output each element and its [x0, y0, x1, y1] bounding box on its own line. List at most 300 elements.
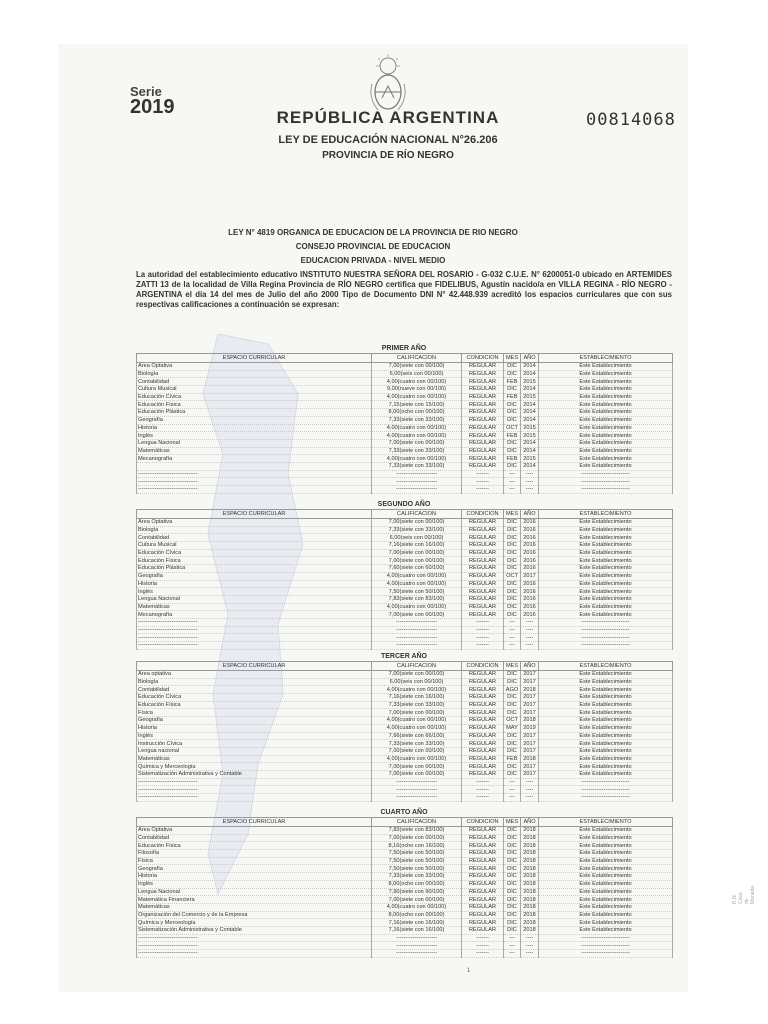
col-grade-header: CALIFICACION	[372, 510, 462, 519]
school-cell: Este Establecimiento	[539, 842, 673, 850]
month-cell: DIC	[504, 888, 521, 896]
grades-table	[136, 661, 673, 802]
month-cell: ---	[504, 778, 521, 786]
year-cell: ----	[521, 934, 539, 942]
month-cell: DIC	[504, 880, 521, 888]
grade-cell: 6,00(seis con 00/100)	[372, 678, 462, 686]
school-cell: --------------------------	[539, 794, 673, 802]
year-cell: 2014	[521, 363, 539, 371]
table-row	[137, 903, 673, 911]
year-cell: ----	[521, 942, 539, 950]
month-cell: DIC	[504, 701, 521, 709]
col-school-header: ESTABLECIMIENTO	[539, 662, 673, 671]
year-cell: 2014	[521, 439, 539, 447]
grades-table	[136, 509, 673, 650]
grade-cell: 4,00(cuatro con 00/100)	[372, 424, 462, 432]
month-cell: DIC	[504, 439, 521, 447]
year-cell: 2018	[521, 686, 539, 694]
month-cell: DIC	[504, 850, 521, 858]
school-cell: Este Establecimiento	[539, 903, 673, 911]
grade-cell: ----------------------	[372, 786, 462, 794]
subject-cell: Inglés	[137, 432, 372, 440]
condition-cell: REGULAR	[462, 888, 504, 896]
condition-cell: REGULAR	[462, 880, 504, 888]
condition-cell: REGULAR	[462, 424, 504, 432]
grade-cell: ----------------------	[372, 478, 462, 486]
serial-number: 00814068	[586, 110, 676, 130]
year-cell: 2018	[521, 834, 539, 842]
province-title: PROVINCIA DE RÍO NEGRO	[322, 150, 454, 161]
school-cell: Este Establecimiento	[539, 447, 673, 455]
school-cell: --------------------------	[539, 942, 673, 950]
condition-cell: REGULAR	[462, 542, 504, 550]
condition-cell: REGULAR	[462, 370, 504, 378]
table-row	[137, 942, 673, 950]
education-level-line: EDUCACION PRIVADA - NIVEL MEDIO	[300, 256, 446, 265]
table-row	[137, 447, 673, 455]
table-row	[137, 565, 673, 573]
year-cell: 2016	[521, 542, 539, 550]
year-cell: 2017	[521, 740, 539, 748]
condition-cell: REGULAR	[462, 873, 504, 881]
grade-cell: 7,00(siete con 00/100)	[372, 770, 462, 778]
subject-cell: Matemáticas	[137, 755, 372, 763]
school-cell: Este Establecimiento	[539, 671, 673, 679]
table-row	[137, 919, 673, 927]
school-cell: Este Establecimiento	[539, 549, 673, 557]
subject-cell: Historia	[137, 424, 372, 432]
grade-cell: 7,00(siete con 00/100)	[372, 763, 462, 771]
year-cell: 2018	[521, 903, 539, 911]
serie-label: Serie	[130, 84, 162, 99]
month-cell: DIC	[504, 834, 521, 842]
table-row	[137, 857, 673, 865]
table-row	[137, 603, 673, 611]
col-subject-header: ESPACIO CURRICULAR	[137, 818, 372, 827]
grade-cell: 4,00(cuatro con 00/100)	[372, 432, 462, 440]
subject-cell: Área Optativa	[137, 363, 372, 371]
subject-cell: Área Optativa	[137, 519, 372, 527]
grade-cell: 7,00(siete con 00/100)	[372, 834, 462, 842]
table-row	[137, 763, 673, 771]
page-mark: 1	[467, 968, 471, 974]
month-cell: FEB	[504, 393, 521, 401]
year-cell: 2018	[521, 717, 539, 725]
month-cell: FEB	[504, 455, 521, 463]
month-cell: DIC	[504, 709, 521, 717]
month-cell: ---	[504, 794, 521, 802]
month-cell: AGO	[504, 686, 521, 694]
serie-year: 2019	[130, 96, 175, 118]
section-cuarto-ano	[136, 808, 672, 958]
month-cell: DIC	[504, 580, 521, 588]
year-cell: 2016	[521, 611, 539, 619]
subject-cell: Matemáticas	[137, 603, 372, 611]
school-cell: --------------------------	[539, 786, 673, 794]
school-cell: --------------------------	[539, 478, 673, 486]
table-row	[137, 557, 673, 565]
grade-cell: 7,00(siete con 00/100)	[372, 557, 462, 565]
year-cell: 2015	[521, 393, 539, 401]
year-cell: 2017	[521, 709, 539, 717]
grade-cell: 7,33(siete con 33/100)	[372, 462, 462, 470]
year-cell: ----	[521, 470, 539, 478]
table-row	[137, 873, 673, 881]
subject-cell: Inglés	[137, 732, 372, 740]
month-cell: DIC	[504, 557, 521, 565]
month-cell: DIC	[504, 462, 521, 470]
school-cell: Este Establecimiento	[539, 572, 673, 580]
school-cell: Este Establecimiento	[539, 401, 673, 409]
school-cell: --------------------------	[539, 626, 673, 634]
grade-cell: 4,00(cuatro con 00/100)	[372, 580, 462, 588]
grade-cell: 4,00(cuatro con 00/100)	[372, 717, 462, 725]
condition-cell: REGULAR	[462, 857, 504, 865]
col-school-header: ESTABLECIMIENTO	[539, 818, 673, 827]
grade-cell: 7,00(siete con 00/100)	[372, 549, 462, 557]
table-row	[137, 478, 673, 486]
year-cell: 2018	[521, 880, 539, 888]
condition-cell: -------	[462, 626, 504, 634]
table-row	[137, 865, 673, 873]
condition-cell: REGULAR	[462, 701, 504, 709]
school-cell: --------------------------	[539, 642, 673, 650]
subject-cell: --------------------------------	[137, 942, 372, 950]
month-cell: ---	[504, 470, 521, 478]
condition-cell: REGULAR	[462, 462, 504, 470]
table-row	[137, 470, 673, 478]
school-cell: Este Establecimiento	[539, 519, 673, 527]
month-cell: DIC	[504, 370, 521, 378]
school-cell: --------------------------	[539, 634, 673, 642]
grade-cell: ----------------------	[372, 642, 462, 650]
condition-cell: REGULAR	[462, 740, 504, 748]
school-cell: Este Establecimiento	[539, 565, 673, 573]
table-row	[137, 611, 673, 619]
grade-cell: ----------------------	[372, 470, 462, 478]
school-cell: Este Establecimiento	[539, 880, 673, 888]
school-cell: Este Establecimiento	[539, 678, 673, 686]
table-row	[137, 880, 673, 888]
condition-cell: REGULAR	[462, 747, 504, 755]
grade-cell: ----------------------	[372, 626, 462, 634]
year-cell: ----	[521, 794, 539, 802]
col-year-header: AÑO	[521, 354, 539, 363]
condition-cell: -------	[462, 478, 504, 486]
school-cell: Este Establecimiento	[539, 432, 673, 440]
grade-cell: 7,16(siete con 16/100)	[372, 542, 462, 550]
table-row	[137, 401, 673, 409]
col-year-header: AÑO	[521, 510, 539, 519]
subject-cell: --------------------------------	[137, 950, 372, 958]
condition-cell: REGULAR	[462, 686, 504, 694]
year-cell: ----	[521, 778, 539, 786]
table-row	[137, 378, 673, 386]
condition-cell: REGULAR	[462, 595, 504, 603]
grade-cell: 9,00(nueve con 00/100)	[372, 386, 462, 394]
year-cell: 2016	[521, 565, 539, 573]
grades-table	[136, 817, 673, 958]
year-cell: 2017	[521, 747, 539, 755]
school-cell: Este Establecimiento	[539, 363, 673, 371]
year-cell: 2016	[521, 557, 539, 565]
grade-cell: ----------------------	[372, 950, 462, 958]
grade-cell: 7,15(siete con 15/100)	[372, 401, 462, 409]
school-cell: Este Establecimiento	[539, 732, 673, 740]
subject-cell: --------------------------------	[137, 642, 372, 650]
printer-note: R.N. Casa de Moneda	[732, 885, 756, 904]
table-row	[137, 926, 673, 934]
year-cell: 2017	[521, 770, 539, 778]
subject-cell: Lengua nacional	[137, 747, 372, 755]
month-cell: DIC	[504, 401, 521, 409]
year-cell: ----	[521, 950, 539, 958]
section-title: PRIMER AÑO	[381, 345, 427, 352]
year-cell: 2018	[521, 842, 539, 850]
month-cell: ---	[504, 478, 521, 486]
grade-cell: 7,33(siete con 33/100)	[372, 416, 462, 424]
school-cell: Este Establecimiento	[539, 857, 673, 865]
col-month-header: MES	[504, 354, 521, 363]
condition-cell: REGULAR	[462, 911, 504, 919]
table-row	[137, 588, 673, 596]
col-school-header: ESTABLECIMIENTO	[539, 354, 673, 363]
table-row	[137, 740, 673, 748]
condition-cell: REGULAR	[462, 557, 504, 565]
grade-cell: 7,33(siete con 33/100)	[372, 740, 462, 748]
col-condition-header: CONDICION	[462, 662, 504, 671]
section-tercer-ano	[136, 652, 672, 802]
subject-cell: --------------------------------	[137, 486, 372, 494]
year-cell: ----	[521, 634, 539, 642]
table-row	[137, 542, 673, 550]
condition-cell: -------	[462, 794, 504, 802]
grade-cell: ----------------------	[372, 618, 462, 626]
school-cell: Este Establecimiento	[539, 755, 673, 763]
col-year-header: AÑO	[521, 662, 539, 671]
grade-cell: 7,66(siete con 66/100)	[372, 732, 462, 740]
year-cell: ----	[521, 642, 539, 650]
subject-cell: Filosofía	[137, 850, 372, 858]
year-cell: ----	[521, 626, 539, 634]
subject-cell: Lengua Nacional	[137, 888, 372, 896]
condition-cell: REGULAR	[462, 363, 504, 371]
year-cell: 2014	[521, 462, 539, 470]
condition-cell: REGULAR	[462, 827, 504, 835]
condition-cell: REGULAR	[462, 763, 504, 771]
condition-cell: -------	[462, 486, 504, 494]
subject-cell: Historia	[137, 580, 372, 588]
table-row	[137, 618, 673, 626]
grades-table	[136, 353, 673, 494]
table-row	[137, 580, 673, 588]
col-grade-header: CALIFICACION	[372, 662, 462, 671]
year-cell: ----	[521, 618, 539, 626]
provincial-law-line: LEY N° 4819 ORGANICA DE EDUCACION DE LA PROVINCIA DE RIO NEGRO	[228, 228, 518, 237]
school-cell: --------------------------	[539, 950, 673, 958]
grade-cell: 7,00(siete con 00/100)	[372, 519, 462, 527]
table-row	[137, 770, 673, 778]
condition-cell: REGULAR	[462, 694, 504, 702]
year-cell: 2015	[521, 432, 539, 440]
school-cell: Este Establecimiento	[539, 827, 673, 835]
subject-cell: --------------------------------	[137, 778, 372, 786]
condition-cell: REGULAR	[462, 603, 504, 611]
table-row	[137, 424, 673, 432]
grade-cell: 7,33(siete con 33/100)	[372, 526, 462, 534]
school-cell: Este Establecimiento	[539, 873, 673, 881]
col-subject-header: ESPACIO CURRICULAR	[137, 662, 372, 671]
school-cell: Este Establecimiento	[539, 378, 673, 386]
grade-cell: 4,00(cuatro con 00/100)	[372, 393, 462, 401]
year-cell: 2014	[521, 416, 539, 424]
subject-cell: --------------------------------	[137, 626, 372, 634]
col-subject-header: ESPACIO CURRICULAR	[137, 510, 372, 519]
grade-cell: 6,00(seis con 00/100)	[372, 370, 462, 378]
month-cell: DIC	[504, 526, 521, 534]
school-cell: Este Establecimiento	[539, 542, 673, 550]
school-cell: Este Establecimiento	[539, 740, 673, 748]
year-cell: 2016	[521, 603, 539, 611]
school-cell: Este Establecimiento	[539, 424, 673, 432]
table-row	[137, 626, 673, 634]
month-cell: DIC	[504, 595, 521, 603]
table-row	[137, 747, 673, 755]
table-row	[137, 416, 673, 424]
grade-cell: 7,00(siete con 00/100)	[372, 671, 462, 679]
condition-cell: REGULAR	[462, 678, 504, 686]
subject-cell: --------------------------------	[137, 618, 372, 626]
month-cell: ---	[504, 626, 521, 634]
school-cell: Este Establecimiento	[539, 926, 673, 934]
condition-cell: REGULAR	[462, 534, 504, 542]
month-cell: DIC	[504, 896, 521, 904]
table-row	[137, 686, 673, 694]
subject-cell: Geografía	[137, 572, 372, 580]
condition-cell: -------	[462, 618, 504, 626]
condition-cell: REGULAR	[462, 519, 504, 527]
school-cell: Este Establecimiento	[539, 919, 673, 927]
condition-cell: REGULAR	[462, 896, 504, 904]
school-cell: Este Establecimiento	[539, 763, 673, 771]
school-cell: --------------------------	[539, 486, 673, 494]
school-cell: Este Establecimiento	[539, 850, 673, 858]
section-title: SEGUNDO AÑO	[377, 501, 431, 508]
condition-cell: REGULAR	[462, 439, 504, 447]
grade-cell: 4,00(cuatro con 00/100)	[372, 455, 462, 463]
table-row	[137, 432, 673, 440]
grade-cell: 8,16(ocho con 16/100)	[372, 842, 462, 850]
grade-cell: 4,00(cuatro con 00/100)	[372, 724, 462, 732]
table-row	[137, 950, 673, 958]
grade-cell: 7,33(siete con 33/100)	[372, 447, 462, 455]
condition-cell: -------	[462, 950, 504, 958]
grade-cell: 7,50(siete con 50/100)	[372, 850, 462, 858]
condition-cell: REGULAR	[462, 770, 504, 778]
subject-cell: Matemáticas	[137, 903, 372, 911]
year-cell: 2014	[521, 401, 539, 409]
table-row	[137, 462, 673, 470]
year-cell: 2018	[521, 865, 539, 873]
subject-cell: Biología	[137, 370, 372, 378]
subject-cell: Lengua Nacional	[137, 595, 372, 603]
month-cell: DIC	[504, 903, 521, 911]
grade-cell: 7,33(siete con 33/100)	[372, 873, 462, 881]
condition-cell: REGULAR	[462, 572, 504, 580]
school-cell: Este Establecimiento	[539, 393, 673, 401]
condition-cell: REGULAR	[462, 611, 504, 619]
condition-cell: REGULAR	[462, 671, 504, 679]
month-cell: DIC	[504, 763, 521, 771]
grade-cell: 4,00(cuatro con 00/100)	[372, 572, 462, 580]
subject-cell: Educación Física	[137, 401, 372, 409]
grade-cell: 4,00(cuatro con 00/100)	[372, 686, 462, 694]
school-cell: Este Establecimiento	[539, 409, 673, 417]
year-cell: 2015	[521, 455, 539, 463]
condition-cell: REGULAR	[462, 386, 504, 394]
condition-cell: REGULAR	[462, 393, 504, 401]
year-cell: 2018	[521, 926, 539, 934]
table-row	[137, 694, 673, 702]
grade-cell: 4,00(cuatro con 00/100)	[372, 755, 462, 763]
subject-cell: --------------------------------	[137, 478, 372, 486]
subject-cell: Biología	[137, 526, 372, 534]
year-cell: 2016	[521, 595, 539, 603]
table-row	[137, 934, 673, 942]
month-cell: DIC	[504, 827, 521, 835]
condition-cell: REGULAR	[462, 903, 504, 911]
month-cell: OCT	[504, 424, 521, 432]
table-row	[137, 701, 673, 709]
subject-cell: Historia	[137, 724, 372, 732]
col-month-header: MES	[504, 662, 521, 671]
grade-cell: 8,00(ocho con 00/100)	[372, 409, 462, 417]
subject-cell: Matemática Financiera	[137, 896, 372, 904]
grade-cell: ----------------------	[372, 778, 462, 786]
condition-cell: -------	[462, 642, 504, 650]
table-row	[137, 526, 673, 534]
year-cell: 2014	[521, 409, 539, 417]
year-cell: 2016	[521, 580, 539, 588]
subject-cell: Instrucción Cívica	[137, 740, 372, 748]
certificate-page	[58, 44, 756, 992]
month-cell: MAY	[504, 724, 521, 732]
grade-cell: 7,83(siete con 83/100)	[372, 595, 462, 603]
year-cell: 2018	[521, 873, 539, 881]
year-cell: 2018	[521, 850, 539, 858]
col-grade-header: CALIFICACION	[372, 354, 462, 363]
month-cell: DIC	[504, 447, 521, 455]
year-cell: 2017	[521, 671, 539, 679]
col-condition-header: CONDICION	[462, 354, 504, 363]
condition-cell: REGULAR	[462, 865, 504, 873]
grade-cell: 7,00(siete con 00/100)	[372, 709, 462, 717]
condition-cell: REGULAR	[462, 580, 504, 588]
school-cell: Este Establecimiento	[539, 686, 673, 694]
col-month-header: MES	[504, 818, 521, 827]
condition-cell: REGULAR	[462, 447, 504, 455]
school-cell: Este Establecimiento	[539, 595, 673, 603]
subject-cell: --------------------------------	[137, 794, 372, 802]
subject-cell: Educación Física	[137, 842, 372, 850]
year-cell: ----	[521, 786, 539, 794]
year-cell: 2018	[521, 755, 539, 763]
condition-cell: REGULAR	[462, 455, 504, 463]
school-cell: Este Establecimiento	[539, 416, 673, 424]
table-row	[137, 834, 673, 842]
school-cell: Este Establecimiento	[539, 724, 673, 732]
certification-text: La autoridad del establecimiento educativo INSTITUTO NUESTRA SEÑORA DEL ROSARIO - G-032 C.U.E. N° 6200051-0 ubicado en ARTEMIDES ZATTI 13 de la localidad de Villa Regina Provincia de RÍO NEGRO certifica que FIDELIBUS, Agustín nacido/a en VILLA REGINA - RÍO NEGRO - ARGENTINA el día 14 del mes de Julio del año 2000 Tipo de Documento DNI N° 42.448.939 acreditó los espacios curriculares que con sus respectivas calificaciones a continuación se expresan:	[136, 270, 672, 309]
